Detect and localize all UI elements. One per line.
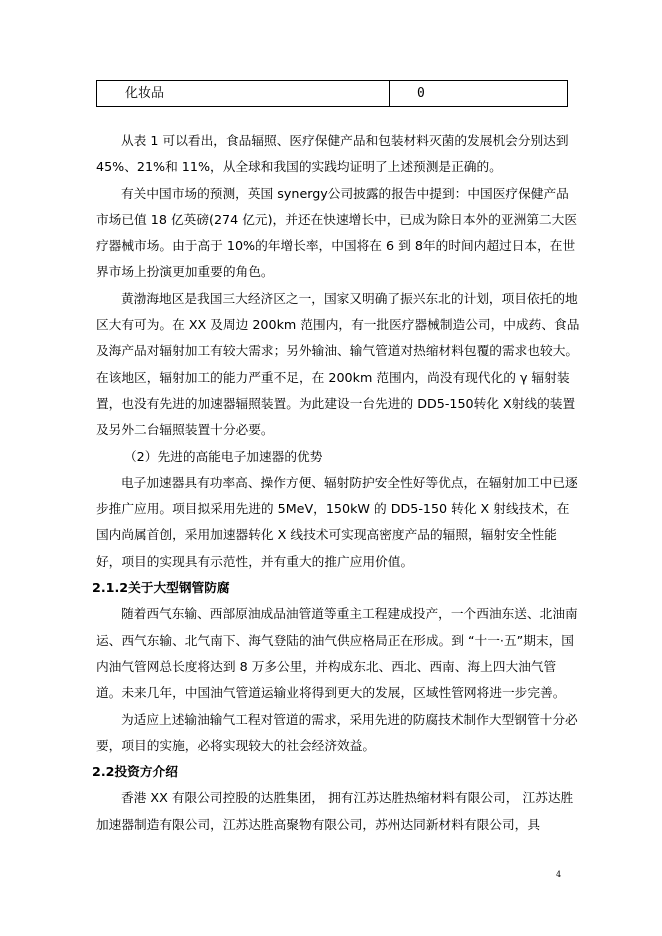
table-cell-label-text: 化妆品 (125, 86, 165, 101)
paragraph-china-market: 有关中国市场的预测，英国 synergy公司披露的报告中提到：中国医疗保健产品市场已值 18 亿英磅(274 亿元)，并还在快速增长中，已成为除日本外的亚洲第二大医疗器械市场。由于高于 10%的年增长率，中国将在 6 到 8年的时间内超过日本，在世界市场上扮演更加重要的角色。 (96, 185, 578, 280)
table-cell-value (390, 81, 567, 106)
paragraph-forecast-share: 从表 1 可以看出，食品辐照、医疗保健产品和包装材料灭菌的发展机会分别达到 45%、21%和 11%，从全球和我国的实践均证明了上述预测是正确的。 (96, 133, 573, 175)
paragraph-investor: 香港 XX 有限公司控股的达胜集团， 拥有江苏达胜热缩材料有限公司， 江苏达胜加速器制造有限公司，江苏达胜高聚物有限公司，苏州达同新材料有限公司，具 (96, 790, 574, 832)
heading-2-2: 2.2投资方介绍 (92, 764, 178, 780)
table-cell-value-text: 0 (417, 86, 425, 101)
body-text (92, 128, 580, 838)
page-number: 4 (556, 870, 562, 879)
paragraph-pipeline: 随着西气东输、西部原油成品油管道等重主工程建成投产，一个西油东送、北油南运、西气东输、北气南下、海气登陆的油气供应格局正在形成。到 “十一·五”期末，国内油气管网总长度将达到 8 万多公里，并构成东北、西北、西南、海上四大油气管道。未来几年，中国油气管道运输业将得到更大的发展，区域性管网将进一步完善。 (96, 606, 578, 701)
table-cell-label (97, 81, 390, 106)
paragraph-bohai-region: 黄渤海地区是我国三大经济区之一，国家又明确了振兴东北的计划，项目依托的地区大有可为。在 XX 及周边 200km 范围内，有一批医疗器械制造公司，中成药、食品及海产品对辐射加工有较大需求；另外输油、输气管道对热缩材料包覆的需求也较大。在该地区，辐射加工的能力严重不足，在 200km 范围内，尚没有现代化的 γ 辐射装置，也没有先进的加速器辐照装置。为此建设一台先进的 DD5-150转化 X射线的装置及另外二台辐照装置十分必要。 (96, 290, 580, 438)
subheading-accelerator: （2）先进的高能电子加速器的优势 (124, 448, 323, 464)
paragraph-pipeline-need: 为适应上述输油输气工程对管道的需求，采用先进的防腐技术制作大型钢管十分必要，项目的实施，必将实现较大的社会经济效益。 (96, 711, 578, 753)
heading-2-1-2: 2.1.2关于大型钢管防腐 (92, 580, 230, 596)
paragraph-accelerator: 电子加速器具有功率高、操作方便、辐射防护安全性好等优点，在辐射加工中已逐步推广应用。项目拟采用先进的 5MeV，150kW 的 DD5-150 转化 X 射线技术，在国内尚属首创，采用加速器转化 X 线技术可实现高密度产品的辐照，辐射安全性能好，项目的实现具有示范性，并有重大的推广应用价值。 (96, 474, 578, 569)
table-row (96, 80, 568, 107)
